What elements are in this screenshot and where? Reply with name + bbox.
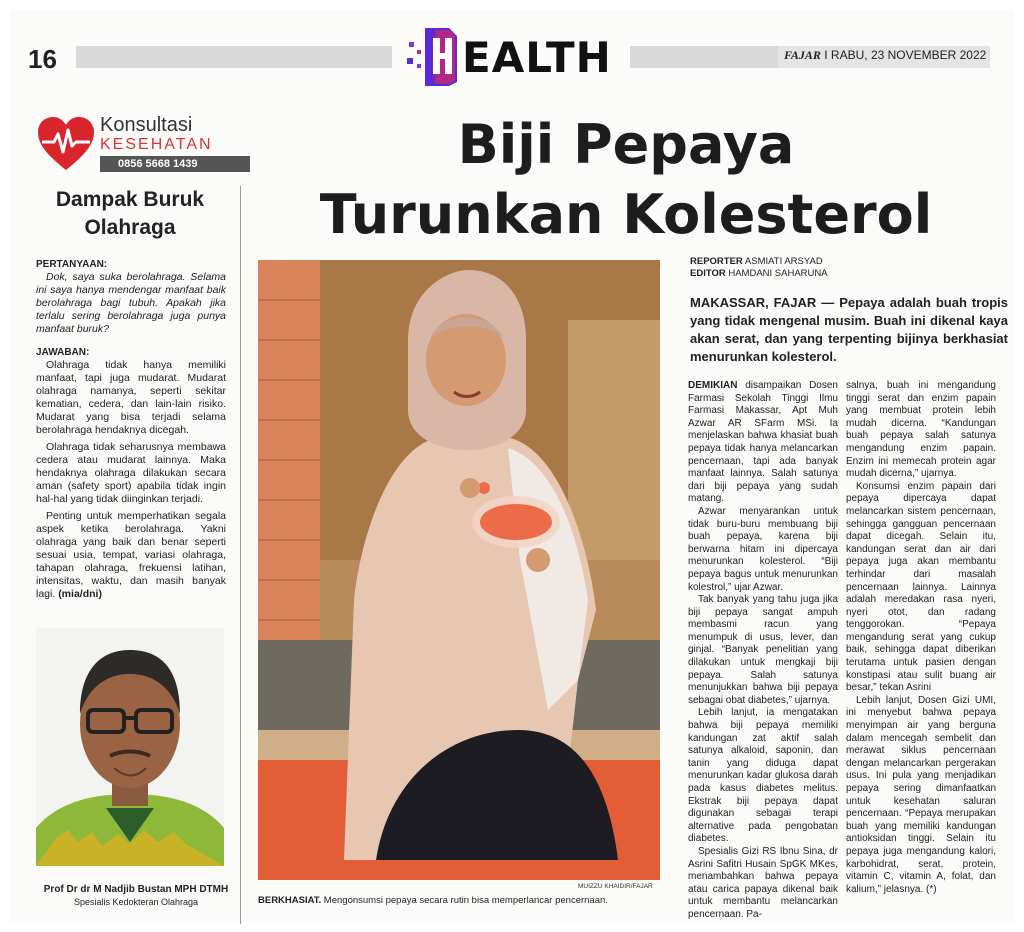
- answer-label: JAWABAN:: [36, 347, 90, 358]
- caption-label: BERKHASIAT.: [258, 895, 322, 906]
- dateline: [784, 48, 986, 63]
- article-paragraph: Azwar menyarankan untuk tidak buru-buru membuang biji buah pepaya, karena biji berwarna hitam ini dipercaya menurunkan kolesterol. “Biji pepaya bagus untuk menurunkan kolestrol,” ujar Azwar.: [688, 505, 838, 593]
- column-divider: [240, 186, 241, 924]
- heart-pulse-icon: [36, 116, 96, 172]
- answer-paragraph: Olahraga tidak hanya memiliki manfaat, tapi juga mudarat. Mudarat olahraga namanya, seperti sekitar kematian, cedera, dan lain-lain risiko. Mudarat yang bisa terjadi selama berolahraga hendaknya dicegah.: [36, 359, 226, 436]
- sidebar-title: Dampak Buruk Olahraga: [55, 188, 205, 239]
- article-column-2: [846, 380, 996, 896]
- article-paragraph: salnya, buah ini mengandung tinggi serat dan enzim papain yang membuat protein lebih mudah dicerna. “Kandungan buah pepaya salah satunya mengandung enzim papain. Enzim ini memecah protein agar mudah dicerna,” ujarnya.: [846, 380, 996, 480]
- caption-text: Mengonsumsi pepaya secara rutin bisa memperlancar pencernaan.: [321, 895, 608, 906]
- paragraph-text: disampaikan Dosen Farmasi Sekolah Tinggi Ilmu Farmasi Makassar, Apt Muh Azwar AR SFarm MSi. Ia menjelaskan bahwa khasiat buah pepaya tidak hanya melancarkan pencernaan, tapi ada banyak manfaat lainnya. Salah satunya dari biji pepaya yang sudah matang.: [688, 380, 838, 505]
- reporter-name: ASMIATI ARSYAD: [744, 256, 823, 267]
- header-bar-right: [630, 46, 778, 68]
- editor-label: EDITOR: [690, 268, 726, 279]
- article-paragraph: Konsumsi enzim papain dari pepaya dipercaya dapat melancarkan sistem pencernaan, sehingga gangguan pencernaan dapat dicegah. Selain itu, kandungan serat dan air dari pepaya juga akan membantu terhindar dari masalah pencernaan lainnya. Lainnya adalah meredakan rasa nyeri, nyeri otot, dan radang tenggorokan. “Pepaya mengandung serat yang cukup baik, sehingga dapat diberikan terutama untuk pasien dengan konstipasi atau sulit buang air besar,” tekan Asrini: [846, 480, 996, 694]
- publication-name: FAJAR: [784, 48, 821, 62]
- article-paragraph: Lebih lanjut, ia mengatakan bahwa biji pepaya memiliki kandungan zat aktif salah satunya alkaloid, saponin, dan tanin yang diduga dapat menurunkan kadar glukosa darah pada kasus diabetes melitus. Ekstrak biji pepaya dapat digunakan sebagai terapi alternative pada pengobatan diabetes.: [688, 707, 838, 845]
- header-bar-left: [76, 46, 392, 68]
- headline-line: Turunkan Kolesterol: [319, 183, 933, 246]
- kesehatan-title: KESEHATAN: [100, 136, 213, 153]
- doctor-title: Spesialis Kedokteran Olahraga: [73, 897, 199, 907]
- answer-sign: (mia/dni): [58, 588, 102, 600]
- page-number: 16: [28, 44, 57, 74]
- answer-paragraph: [36, 510, 226, 601]
- phone-number: [100, 156, 250, 172]
- photo-caption: [258, 895, 678, 906]
- section-title: EALTH: [462, 33, 612, 82]
- byline: [690, 256, 828, 280]
- article-photo: [258, 260, 660, 880]
- article-column-1: [688, 380, 838, 922]
- doctor-portrait: [36, 628, 224, 866]
- article-paragraph: Lebih lanjut, Dosen Gizi UMI, ini menyebut bahwa pepaya menyimpan air yang berguna dalam mencegah sembelit dan merawat siklus pencernaan dengan melancarkan pergerakan usus. Ini pula yang menjadikan pepaya sering dimanfaatkan untuk kesehatan saluran pencernaan. “Pepaya merupakan buah yang memiliki kandungan antioksidan tinggi. Selain itu pepaya juga mengandung kalori, karbohidrat, serat, protein, vitamin C, vitamin A, folat, dan kalium,” jelasnya. (*): [846, 694, 996, 895]
- answer-text: Penting untuk memperhatikan segala aspek ketika berolahraga. Yakni olahraga yang baik dan benar seperti sesuai usia, tempat, variasi olahraga, tahapan olahraga, frekuensi latihan, intensitas, waktu, dan masih banyak lagi.: [36, 510, 226, 600]
- konsultasi-badge: [36, 112, 246, 176]
- article-paragraph: Tak banyak yang tahu juga jika biji pepaya sangat ampuh membasmi racun yang menumpuk di usus, lever, dan ginjal. “Banyak penelitian yang dilakukan untuk mengkaji biji pepaya. Salah satunya menunjukkan bahwa biji pepaya sebagai obat diabetes,” ujarnya.: [688, 594, 838, 706]
- konsultasi-title: Konsultasi: [100, 114, 193, 136]
- editor-name: HAMDANI SAHARUNA: [728, 268, 828, 279]
- doctor-name: Prof Dr dr M Nadjib Bustan MPH DTMH: [43, 884, 229, 895]
- article-lead: MAKASSAR, FAJAR — Pepaya adalah buah tropis yang tidak mengenal musim. Buah ini dikenal kaya akan serat, dan yang terpenting bijinya berkhasiat menurunkan kolesterol.: [690, 295, 1008, 364]
- article-paragraph: [688, 380, 838, 506]
- answer-paragraph: Olahraga tidak seharusnya membawa cedera atau mudarat lainnya. Maka hendaknya olahraga dilakukan secara aman (safety sport) apabila tidak ingin hal-hal yang tidak diinginkan terjadi.: [36, 441, 226, 505]
- headline-line: Biji Pepaya: [457, 113, 795, 176]
- photo-credit: MUIZZU KHAIDIR/FAJAR: [578, 883, 653, 890]
- reporter-label: REPORTER: [690, 256, 743, 267]
- question-label: PERTANYAAN:: [36, 259, 108, 270]
- issue-date: I RABU, 23 NOVEMBER 2022: [824, 48, 987, 62]
- question-text: Dok, saya suka berolahraga. Selama ini saya hanya mendengar manfaat baik berolahraga bagi tubuh. Apakah jika terlalu sering berolahraga juga punya manfaat buruk?: [36, 271, 226, 335]
- article-paragraph: Spesialis Gizi RS Ibnu Sina, dr Asrini Safitri Husain SpGK MKes, menambahkan bahwa pepaya atau carica papaya dikenal baik untuk membantu melancarkan pencernaan. Pa-: [688, 845, 838, 920]
- qa-column: [36, 258, 226, 605]
- drop-word: DEMIKIAN: [688, 380, 738, 391]
- article-headline: [296, 110, 956, 250]
- phone-value: 0856 5668 1439: [118, 158, 198, 170]
